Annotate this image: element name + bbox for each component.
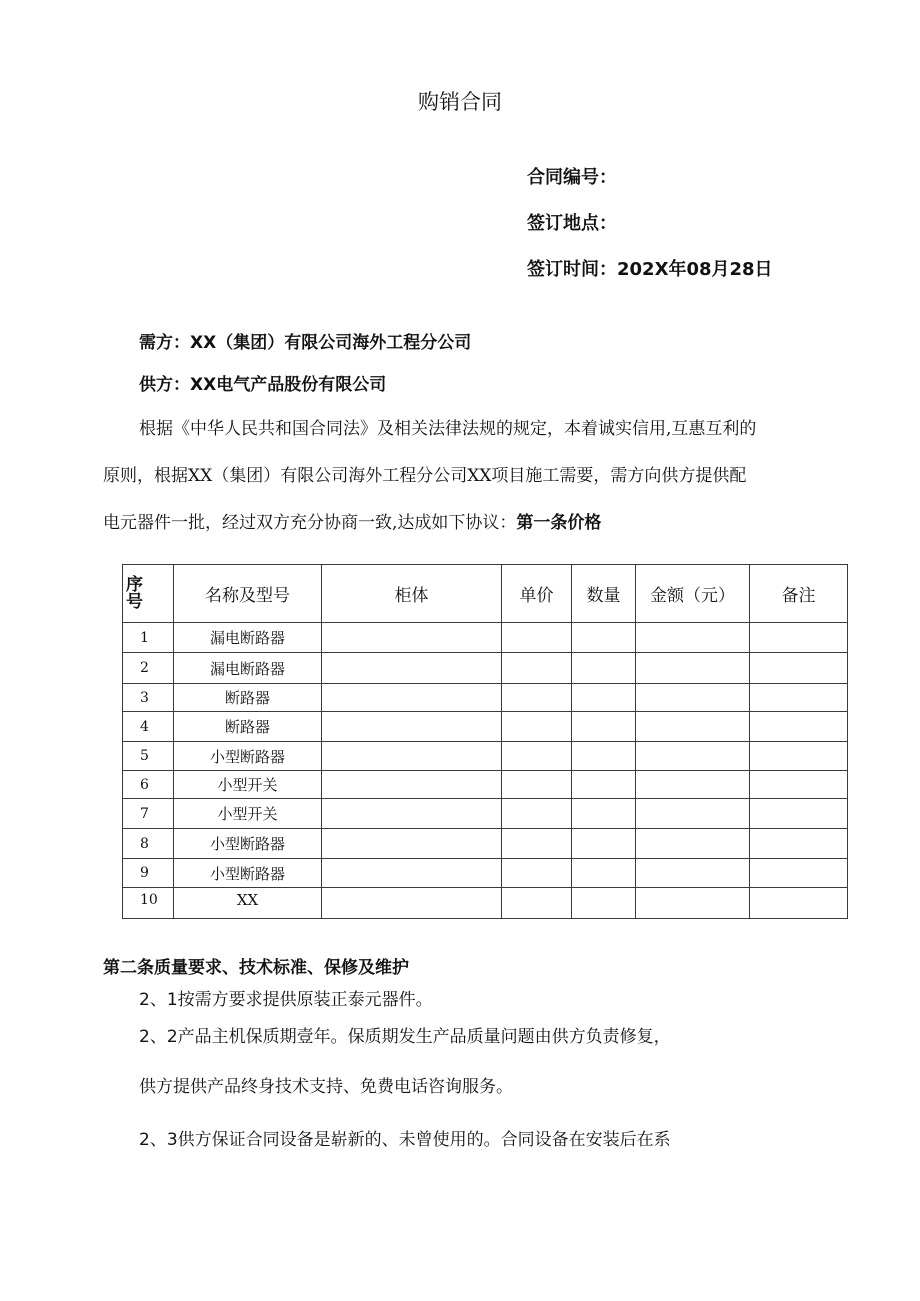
supplier-party: 供方：XX电气产品股份有限公司 <box>139 375 387 395</box>
header-seq-number <box>123 565 174 623</box>
row-number: 1 <box>123 623 174 653</box>
row-item-name: 断路器 <box>174 684 322 712</box>
row-amount-cell <box>636 829 750 859</box>
row-cabinet-cell <box>322 742 502 771</box>
header-remarks: 备注 <box>750 565 848 623</box>
row-remarks-cell <box>750 623 848 653</box>
clause-2-1-text: 按需方要求提供原装正泰元器件。 <box>177 990 433 1010</box>
row-number: 3 <box>123 684 174 712</box>
intro-line-3 <box>103 508 601 533</box>
clause-2-3 <box>139 1125 671 1150</box>
row-quantity-cell <box>572 829 636 859</box>
row-number: 2 <box>123 653 174 684</box>
clause-2-1-number: 2、1 <box>139 990 178 1010</box>
row-item-name: 小型断路器 <box>174 829 322 859</box>
row-remarks-cell <box>750 653 848 684</box>
header-quantity: 数量 <box>572 565 636 623</box>
clause-2-2-continuation: 供方提供产品终身技术支持、免费电话咨询服务。 <box>139 1077 513 1097</box>
row-unit-price-cell <box>502 859 572 888</box>
row-amount-cell <box>636 684 750 712</box>
row-remarks-cell <box>750 888 848 919</box>
row-quantity-cell <box>572 653 636 684</box>
clause-2-1 <box>139 985 433 1010</box>
clause-2-2-number: 2、2 <box>139 1027 178 1047</box>
row-quantity-cell <box>572 684 636 712</box>
row-amount-cell <box>636 859 750 888</box>
header-unit-price: 单价 <box>502 565 572 623</box>
table-row <box>123 684 848 712</box>
table-row <box>123 712 848 742</box>
sign-time-label: 签订时间：202X年08月28日 <box>527 259 773 280</box>
row-item-name: 小型断路器 <box>174 859 322 888</box>
row-item-name: XX <box>174 888 322 919</box>
table-row <box>123 742 848 771</box>
row-unit-price-cell <box>502 653 572 684</box>
row-number: 7 <box>123 799 174 829</box>
row-quantity-cell <box>572 888 636 919</box>
row-unit-price-cell <box>502 742 572 771</box>
header-cabinet: 柜体 <box>322 565 502 623</box>
row-amount-cell <box>636 888 750 919</box>
row-cabinet-cell <box>322 653 502 684</box>
buyer-party: 需方：XX（集团）有限公司海外工程分公司 <box>139 333 472 353</box>
row-number: 8 <box>123 829 174 859</box>
row-number: 10 <box>123 888 174 919</box>
row-item-name: 小型开关 <box>174 799 322 829</box>
row-unit-price-cell <box>502 712 572 742</box>
document-title: 购销合同 <box>418 90 502 114</box>
row-number: 9 <box>123 859 174 888</box>
intro-line-2: 原则，根据XX（集团）有限公司海外工程分公司XX项目施工需要，需方向供方提供配 <box>103 466 747 486</box>
row-item-name: 断路器 <box>174 712 322 742</box>
row-amount-cell <box>636 712 750 742</box>
table-row <box>123 799 848 829</box>
row-cabinet-cell <box>322 799 502 829</box>
table-row <box>123 653 848 684</box>
clause-2-3-number: 2、3 <box>139 1130 178 1150</box>
row-unit-price-cell <box>502 799 572 829</box>
contract-number-label: 合同编号： <box>527 167 617 188</box>
header-seq-label: 序 号 <box>126 574 143 612</box>
row-remarks-cell <box>750 712 848 742</box>
row-item-name: 小型断路器 <box>174 742 322 771</box>
table-row <box>123 829 848 859</box>
row-amount-cell <box>636 771 750 799</box>
row-number: 6 <box>123 771 174 799</box>
row-quantity-cell <box>572 799 636 829</box>
row-item-name: 漏电断路器 <box>174 623 322 653</box>
clause-2-2-text: 产品主机保质期壹年。保质期发生产品质量问题由供方负责修复， <box>177 1027 671 1047</box>
intro-line-3-text: 电元器件一批，经过双方充分协商一致,达成如下协议： <box>103 513 517 533</box>
row-remarks-cell <box>750 859 848 888</box>
table-row <box>123 859 848 888</box>
row-amount-cell <box>636 653 750 684</box>
row-unit-price-cell <box>502 684 572 712</box>
row-cabinet-cell <box>322 888 502 919</box>
row-remarks-cell <box>750 742 848 771</box>
article-1-heading: 第一条价格 <box>516 513 602 533</box>
row-quantity-cell <box>572 859 636 888</box>
row-cabinet-cell <box>322 623 502 653</box>
row-cabinet-cell <box>322 684 502 712</box>
clause-2-3-text: 供方保证合同设备是崭新的、未曾使用的。合同设备在安装后在系 <box>177 1130 671 1150</box>
row-unit-price-cell <box>502 623 572 653</box>
table-header-row <box>123 565 848 623</box>
header-name-model: 名称及型号 <box>174 565 322 623</box>
row-unit-price-cell <box>502 888 572 919</box>
row-cabinet-cell <box>322 859 502 888</box>
header-amount: 金额（元） <box>636 565 750 623</box>
row-remarks-cell <box>750 684 848 712</box>
row-quantity-cell <box>572 623 636 653</box>
row-remarks-cell <box>750 771 848 799</box>
row-remarks-cell <box>750 829 848 859</box>
row-cabinet-cell <box>322 771 502 799</box>
intro-line-1: 根据《中华人民共和国合同法》及相关法律法规的规定，本着诚实信用,互惠互利的 <box>139 419 757 439</box>
row-unit-price-cell <box>502 771 572 799</box>
row-unit-price-cell <box>502 829 572 859</box>
row-item-name: 小型开关 <box>174 771 322 799</box>
row-amount-cell <box>636 799 750 829</box>
row-quantity-cell <box>572 712 636 742</box>
price-table <box>122 564 848 919</box>
row-quantity-cell <box>572 771 636 799</box>
row-item-name: 漏电断路器 <box>174 653 322 684</box>
table-row <box>123 623 848 653</box>
clause-2-2 <box>139 1022 671 1047</box>
row-cabinet-cell <box>322 829 502 859</box>
row-amount-cell <box>636 623 750 653</box>
sign-place-label: 签订地点： <box>527 213 617 234</box>
row-cabinet-cell <box>322 712 502 742</box>
table-row <box>123 888 848 919</box>
row-amount-cell <box>636 742 750 771</box>
row-remarks-cell <box>750 799 848 829</box>
row-number: 4 <box>123 712 174 742</box>
row-number: 5 <box>123 742 174 771</box>
table-row <box>123 771 848 799</box>
row-quantity-cell <box>572 742 636 771</box>
article-2-heading: 第二条质量要求、技术标准、保修及维护 <box>103 958 409 978</box>
